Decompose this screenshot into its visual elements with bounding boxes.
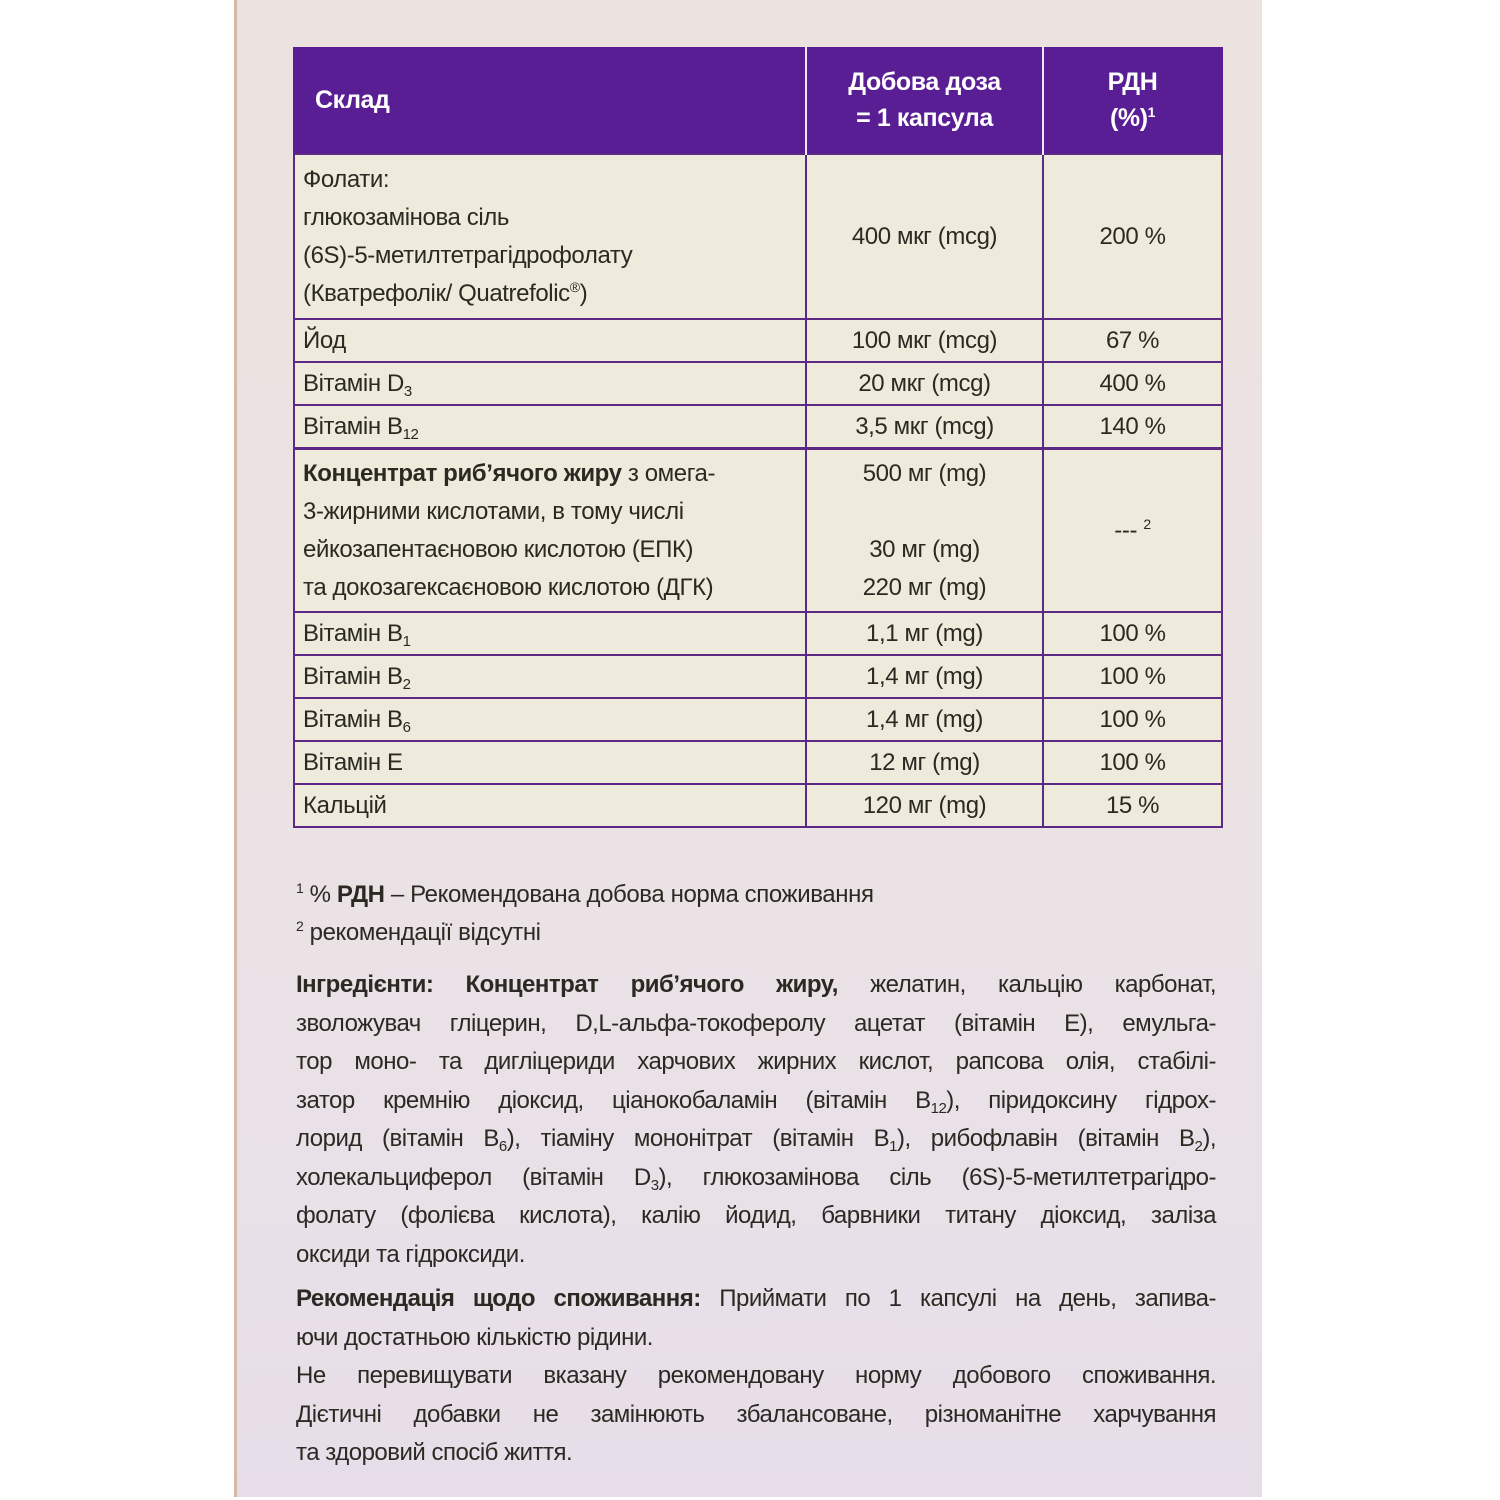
cell-rdn	[1043, 449, 1222, 613]
ingredients-line: фолату (фолієва кислота), калію йодид, барвники титану діоксид, заліза	[296, 1202, 1216, 1229]
ingredients-text: ),	[1202, 1125, 1217, 1152]
fish-oil-line-4: та докозагексаєновою кислотою (ДГК)	[303, 573, 714, 601]
header-daily-dose	[806, 47, 1043, 154]
ingredients-text: ), тіаміну мононітрат (вітамін B	[506, 1125, 890, 1152]
name-text: Вітамін D	[303, 369, 404, 397]
cell-name	[294, 612, 806, 655]
cell-name	[294, 362, 806, 405]
name-subscript: 3	[403, 382, 412, 400]
cell-dose	[806, 449, 1043, 613]
ingredients-line	[296, 1082, 1216, 1121]
folates-line-4	[303, 275, 797, 313]
folates-brand-close: )	[579, 279, 588, 307]
table-row-vitamin-e	[294, 741, 1222, 784]
table-row-vitamin-b12	[294, 405, 1222, 449]
recommendation-line: Дієтичні добавки не замінюють збалансоване, різноманітне харчування	[296, 1400, 1216, 1428]
fish-oil-line-3: ейкозапентаєновою кислотою (ЕПК)	[303, 535, 694, 563]
subscript: 2	[1194, 1138, 1203, 1155]
cell-name	[294, 449, 806, 613]
recommendation-paragraph	[296, 1280, 1216, 1473]
ingredients-text: затор кремнію діоксид, ціанокобаламін (вітамін B	[296, 1086, 931, 1114]
header-composition	[294, 47, 806, 154]
cell-dose: 20 мкг (mcg)	[806, 362, 1043, 405]
subscript: 6	[498, 1138, 507, 1155]
subscript: 12	[930, 1099, 947, 1117]
cell-name: Кальцій	[294, 784, 806, 827]
footnote-1-text: – Рекомендована добова норма споживання	[384, 881, 874, 908]
name-text: Вітамін B	[303, 662, 403, 690]
table-header-row	[294, 47, 1222, 154]
footnote-2-mark: 2	[296, 918, 304, 934]
cell-rdn: 15 %	[1043, 784, 1222, 827]
cell-dose: 1,1 мг (mg)	[806, 612, 1043, 655]
cell-rdn: 200 %	[1043, 154, 1222, 319]
ingredients-line: зволожувач гліцерин, D,L-альфа-токоферолу ацетат (вітамін E), емульга-	[296, 1009, 1216, 1037]
footnote-1-abbr: РДН	[336, 881, 385, 908]
cell-name	[294, 405, 806, 449]
dose-epa: 30 мг (mg)	[869, 535, 980, 563]
cell-dose: 1,4 мг (mg)	[806, 655, 1043, 698]
cell-rdn: 140 %	[1043, 405, 1222, 449]
table-row-folates	[294, 154, 1222, 319]
folates-brand: (Кватрефолік/ Quatrefolic	[303, 279, 570, 307]
name-text: Вітамін B	[303, 412, 403, 440]
ingredients-text: лорид (вітамін B	[296, 1125, 499, 1152]
dose-spacer	[815, 493, 1034, 531]
header-composition-label: Склад	[315, 86, 390, 114]
table-row-iodine	[294, 319, 1222, 362]
nutrition-table	[293, 47, 1223, 828]
header-rdn-line2	[1044, 100, 1221, 136]
header-rdn-line1: РДН	[1107, 68, 1158, 96]
rdn-footnote-mark: 2	[1143, 515, 1151, 532]
subscript: 3	[650, 1176, 659, 1194]
ingredients-text: ), глюкозамінова сіль (6S)-5-метилтетрагідро-	[658, 1163, 1216, 1191]
recommendation-line: ючи достатньою кількістю рідини.	[296, 1323, 653, 1351]
table-row-calcium	[294, 784, 1222, 827]
cell-dose: 1,4 мг (mg)	[806, 698, 1043, 741]
ingredients-paragraph	[296, 966, 1216, 1274]
fish-oil-line-2: 3-жирними кислотами, в тому числі	[303, 497, 684, 525]
cell-name: Вітамін E	[294, 741, 806, 784]
ingredients-text: ), рибофлавін (вітамін B	[896, 1125, 1195, 1152]
table-row-vitamin-b2	[294, 655, 1222, 698]
header-rdn-footnote-mark: 1	[1147, 104, 1156, 120]
recommendation-label: Рекомендація щодо споживання:	[296, 1285, 701, 1312]
cell-rdn: 400 %	[1043, 362, 1222, 405]
cell-rdn: 100 %	[1043, 612, 1222, 655]
footnote-2	[296, 914, 1226, 952]
header-rdn	[1043, 47, 1222, 154]
cell-name	[294, 154, 806, 319]
fish-oil-bold: Концентрат риб’ячого жиру	[303, 459, 622, 487]
recommendation-line: та здоровий спосіб життя.	[296, 1439, 573, 1466]
table-row-fish-oil	[294, 449, 1222, 613]
header-dose-line1: Добова доза	[848, 68, 1001, 96]
registered-mark: ®	[569, 278, 580, 295]
name-text: Вітамін B	[303, 619, 403, 647]
header-rdn-percent: (%)	[1109, 104, 1148, 132]
recommendation-text: Приймати по 1 капсулі на день, запива-	[700, 1285, 1216, 1312]
name-subscript: 1	[402, 632, 411, 650]
name-subscript: 2	[402, 675, 411, 693]
ingredients-text: желатин, кальцію карбонат,	[837, 971, 1217, 998]
table-row-vitamin-b6	[294, 698, 1222, 741]
footnote-1-mark: 1	[296, 880, 304, 896]
recommendation-line: Не перевищувати вказану рекомендовану норму добового споживання.	[296, 1362, 1216, 1389]
dose-fish-oil: 500 мг (mg)	[862, 459, 987, 487]
fish-oil-rest: з омега-	[621, 459, 716, 487]
ingredients-text: ), піридоксину гідрох-	[946, 1086, 1216, 1114]
folates-line-2: глюкозамінова сіль	[303, 203, 509, 231]
footnotes	[296, 876, 1226, 952]
ingredients-label: Інгредієнти:	[296, 971, 434, 998]
rdn-dash: ---	[1114, 516, 1138, 544]
ingredients-line: оксиди та гідроксиди.	[296, 1240, 525, 1268]
ingredients-line	[296, 1120, 1216, 1159]
recommendation-line	[296, 1280, 1216, 1319]
cell-dose: 400 мкг (mcg)	[806, 154, 1043, 319]
folates-line-1: Фолати:	[303, 165, 390, 193]
ingredients-text: холекальциферол (вітамін D	[296, 1163, 651, 1191]
footnote-1-pre: %	[303, 881, 337, 908]
name-text: Вітамін B	[303, 705, 403, 733]
fish-oil-line-1	[303, 455, 797, 493]
cell-name	[294, 698, 806, 741]
ingredients-line: тор моно- та дигліцериди харчових жирних кислот, рапсова олія, стабілі-	[296, 1048, 1216, 1075]
cell-rdn: 100 %	[1043, 655, 1222, 698]
cell-dose: 3,5 мкг (mcg)	[806, 405, 1043, 449]
cell-dose: 12 мг (mg)	[806, 741, 1043, 784]
name-subscript: 6	[402, 718, 411, 736]
cell-name: Йод	[294, 319, 806, 362]
cell-rdn: 100 %	[1043, 698, 1222, 741]
footnote-2-text: рекомендації відсутні	[303, 919, 541, 946]
subscript: 1	[889, 1138, 897, 1155]
table-row-vitamin-d3	[294, 362, 1222, 405]
dose-dha: 220 мг (mg)	[862, 573, 987, 601]
ingredients-main: Концентрат риб’ячого жиру,	[465, 971, 838, 998]
folates-line-3: (6S)-5-метилтетрагідрофолату	[303, 241, 633, 269]
cell-rdn: 67 %	[1043, 319, 1222, 362]
cell-name	[294, 655, 806, 698]
cell-dose: 100 мкг (mcg)	[806, 319, 1043, 362]
footnote-1	[296, 876, 1226, 914]
ingredients-line	[296, 1159, 1216, 1198]
name-subscript: 12	[402, 425, 419, 443]
ingredients-line	[296, 966, 1216, 1005]
table-row-vitamin-b1	[294, 612, 1222, 655]
cell-dose: 120 мг (mg)	[806, 784, 1043, 827]
header-dose-line2: = 1 капсула	[856, 104, 993, 132]
cell-rdn: 100 %	[1043, 741, 1222, 784]
